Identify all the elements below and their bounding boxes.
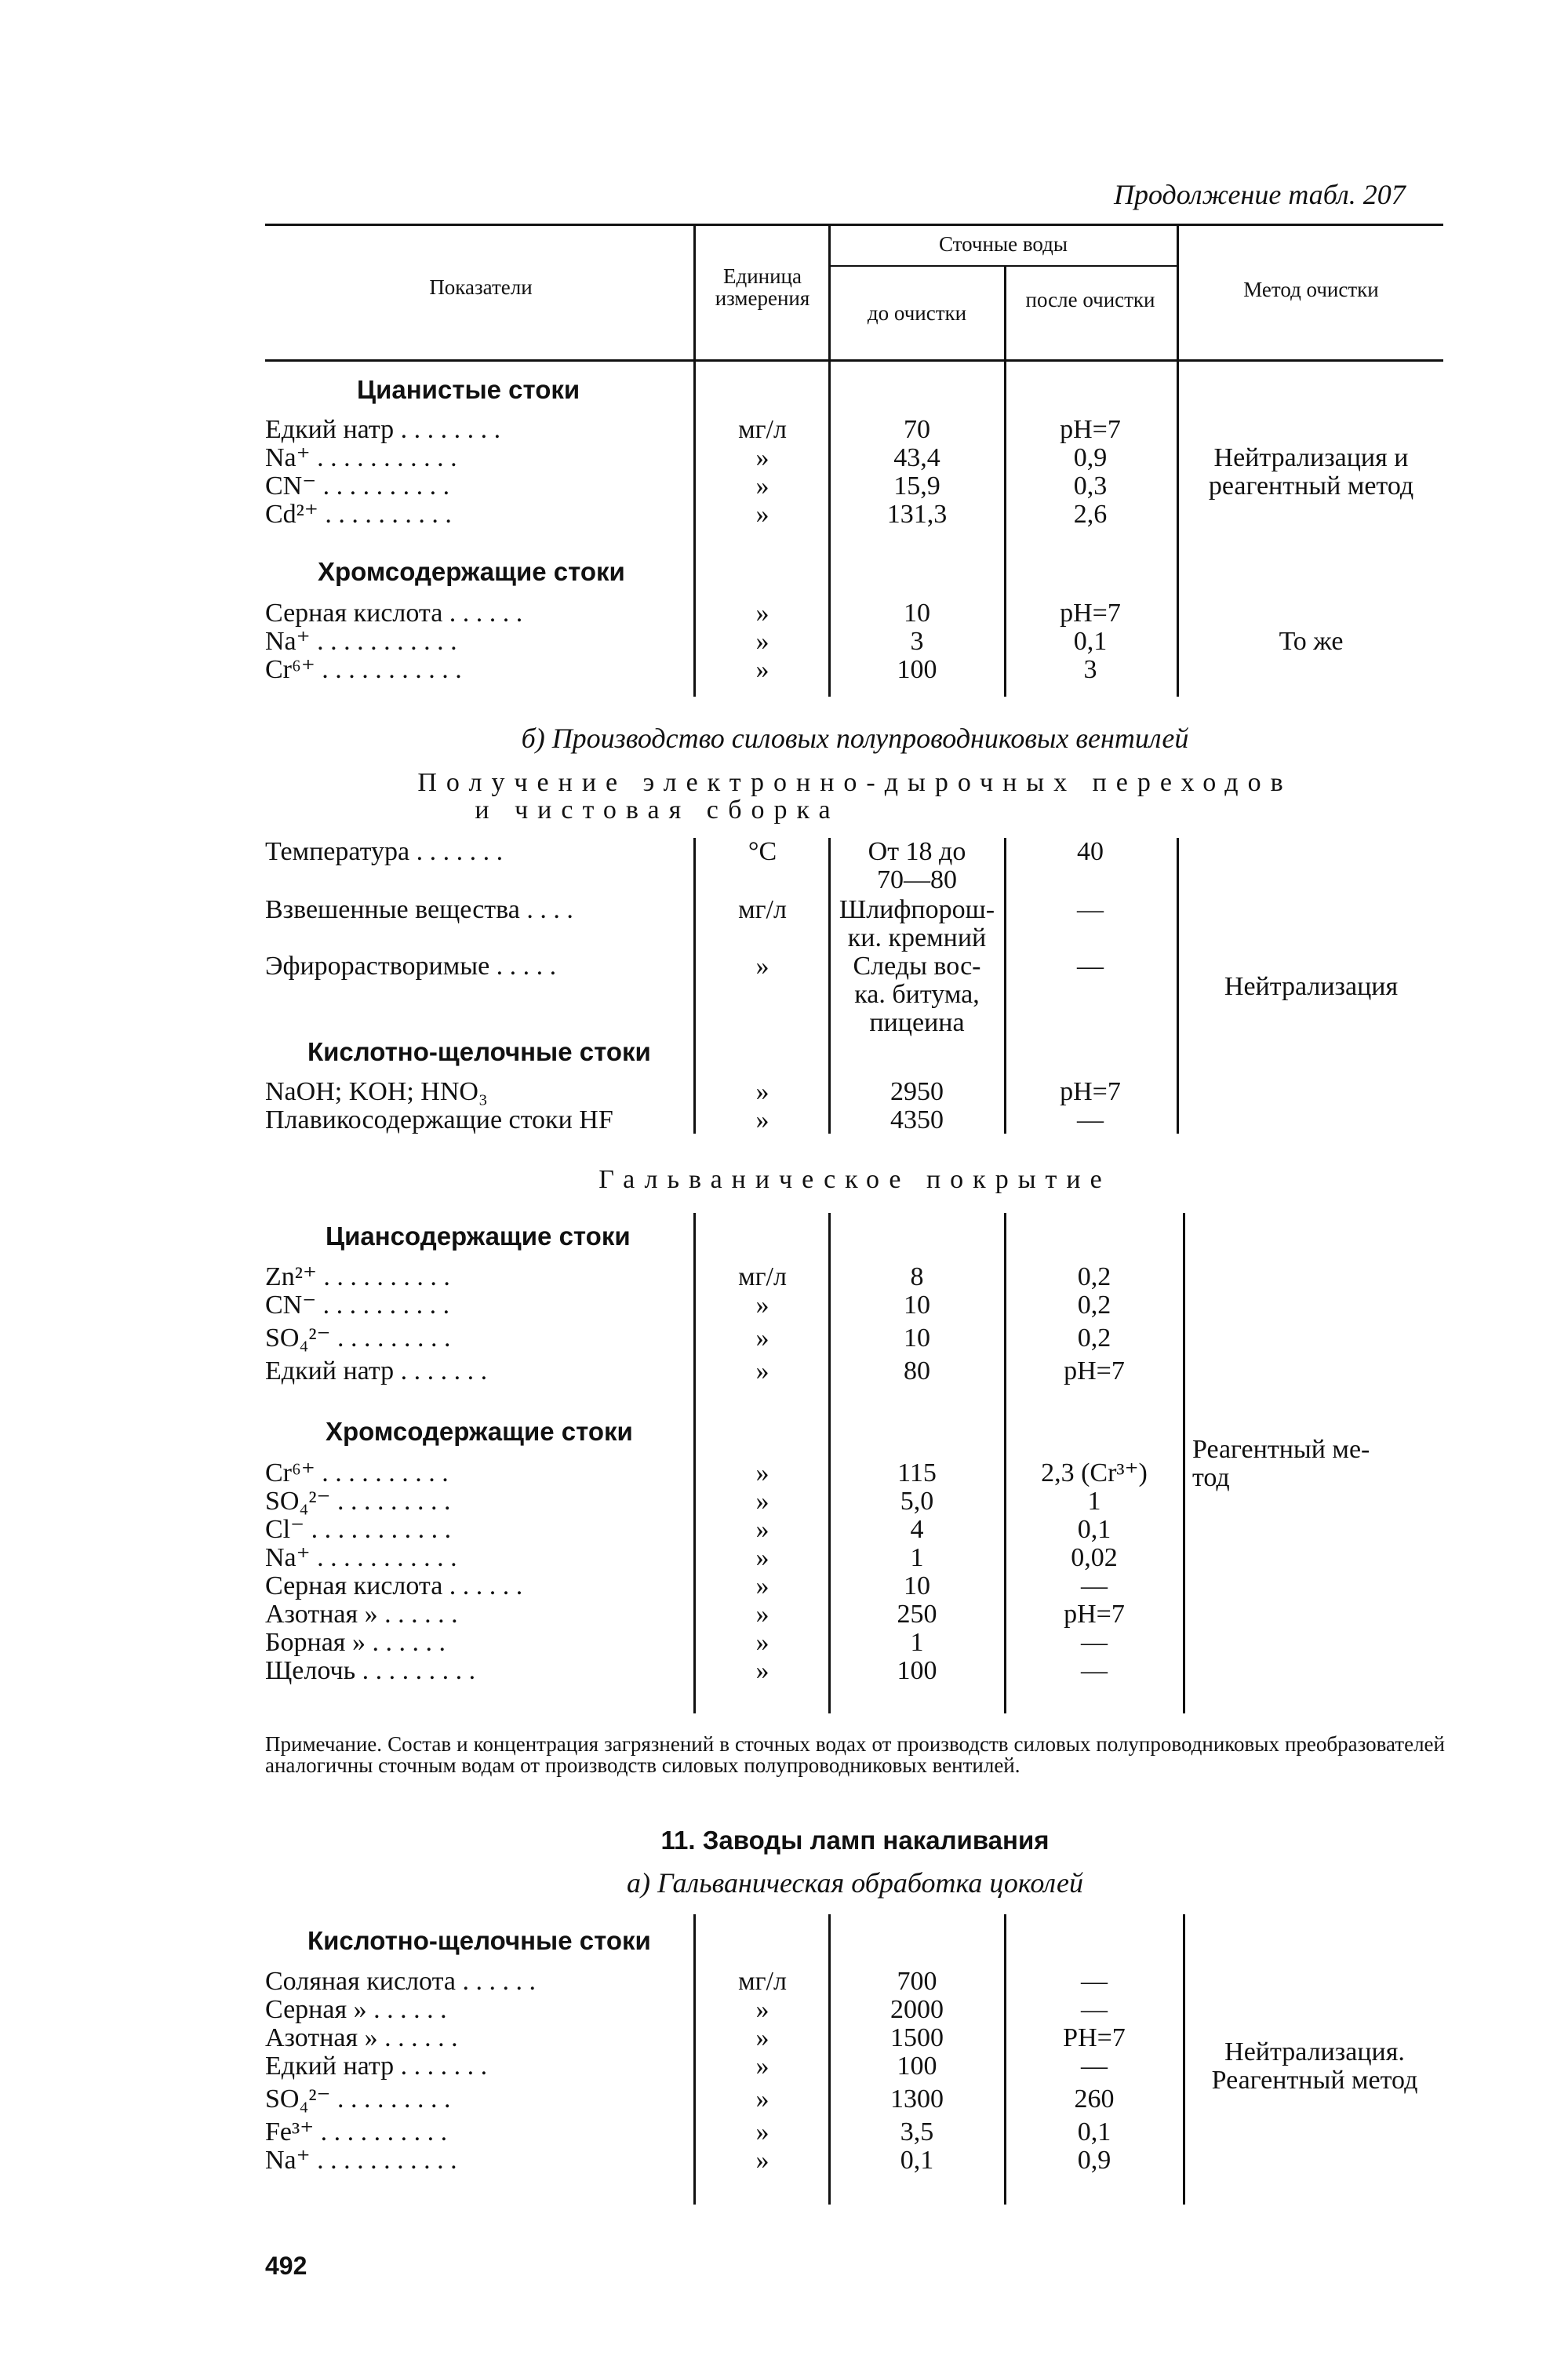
- before-cell: 115: [897, 1458, 937, 1487]
- section-title-acid-alkali: Кислотно-щелочные стоки: [307, 1037, 651, 1066]
- table-top-rule: [265, 224, 1443, 226]
- col-header-indicators: Показатели: [429, 275, 533, 299]
- after-cell: 0,2: [1077, 1324, 1111, 1353]
- table-row-label: CN⁻ . . . . . . . . . .: [265, 1291, 450, 1320]
- unit-cell: »: [755, 2023, 769, 2052]
- after-cell: 0,1: [1073, 627, 1108, 656]
- after-cell: 0,2: [1077, 1262, 1111, 1291]
- subheading-transitions: Получение электронно-дырочных переходов: [417, 768, 1293, 797]
- unit-cell: »: [755, 1105, 769, 1134]
- sec3-units: [695, 1078, 830, 1134]
- after-cell: 0,1: [1077, 2117, 1111, 2146]
- before-cell: 10: [904, 1324, 930, 1353]
- before-cell: 2000: [890, 1995, 944, 2024]
- after-cell: —: [1081, 1967, 1108, 1996]
- before-cell: 0,1: [900, 2146, 934, 2175]
- col-header-method: Метод очистки: [1243, 278, 1379, 301]
- after-cell: —: [1081, 2052, 1108, 2081]
- sec2-method: То же: [1279, 627, 1344, 656]
- table-row-label: Na⁺ . . . . . . . . . . .: [265, 2146, 457, 2175]
- unit-cell: мг/л: [738, 1967, 787, 1996]
- table-row-label: CN⁻ . . . . . . . . . .: [265, 472, 450, 501]
- after-cell: 0,9: [1077, 2146, 1111, 2175]
- unit-cell: »: [755, 599, 769, 628]
- sec4-before: [830, 1263, 1004, 1385]
- table-header-rule: [265, 359, 1443, 362]
- before-cell: 4350: [890, 1105, 944, 1134]
- table-row-label: Соляная кислота . . . . . .: [265, 1967, 536, 1996]
- sec2-before: [830, 599, 1004, 684]
- after-cell: 2,6: [1073, 500, 1108, 529]
- table-row-label: Борная » . . . . . .: [265, 1628, 446, 1657]
- after-cell: —: [1081, 1628, 1108, 1657]
- unit-cell: »: [755, 443, 769, 472]
- table-row-label: Серная » . . . . . .: [265, 1995, 447, 2024]
- sec4-after: [1006, 1263, 1182, 1385]
- sec1-after: [1006, 416, 1174, 529]
- unit-cell: »: [755, 2085, 769, 2114]
- before-cell: ка. битума,: [854, 980, 980, 1009]
- before-cell: Шлифпорош-: [839, 895, 995, 924]
- col-header-after: после очистки: [1025, 288, 1155, 311]
- after-cell: PH=7: [1063, 2023, 1126, 2052]
- table-row-label: Cd²⁺ . . . . . . . . . .: [265, 500, 452, 529]
- table-row-label: Едкий натр . . . . . . .: [265, 1356, 488, 1385]
- before-cell: 131,3: [886, 500, 948, 529]
- after-cell: 1: [1087, 1487, 1101, 1516]
- after-cell: pH=7: [1064, 1356, 1125, 1385]
- before-cell: 1: [910, 1628, 924, 1657]
- sec3-after: [1006, 1078, 1174, 1134]
- method-cell: Нейтрализация.: [1224, 2037, 1405, 2066]
- unit-cell: »: [755, 2052, 769, 2081]
- method-cell: Нейтрализация и: [1213, 443, 1409, 472]
- temp-before: [830, 838, 1004, 894]
- unit-cell: »: [755, 1291, 769, 1320]
- unit-cell: »: [755, 1077, 769, 1106]
- unit-cell: мг/л: [738, 415, 787, 444]
- before-cell: 100: [897, 2052, 937, 2081]
- table-row-label: SO₄²⁻ . . . . . . . . .: [265, 1324, 451, 1353]
- section-title-cyanide-containing: Циансодержащие стоки: [326, 1222, 631, 1251]
- after-cell: 40: [1077, 837, 1104, 866]
- after-cell: —: [1077, 1105, 1104, 1134]
- sec2-names: [265, 599, 522, 684]
- method-cell: тод: [1192, 1463, 1230, 1492]
- section-title-cyanide: Цианистые стоки: [357, 375, 580, 404]
- before-cell: 1: [910, 1543, 924, 1572]
- before-cell: 10: [904, 1291, 930, 1320]
- sec6-names: [265, 1968, 536, 2175]
- sec3-names: [265, 1078, 613, 1134]
- after-cell: pH=7: [1060, 1077, 1121, 1106]
- sec2-after: [1006, 599, 1174, 684]
- sec5-units: [695, 1459, 830, 1685]
- before-cell: 10: [904, 599, 930, 628]
- before-cell: 2950: [890, 1077, 944, 1106]
- after-cell: pH=7: [1060, 599, 1121, 628]
- after-cell: 0,3: [1073, 472, 1108, 501]
- after-cell: pH=7: [1060, 415, 1121, 444]
- unit-cell: »: [755, 1656, 769, 1685]
- table-row-label: Na⁺ . . . . . . . . . . .: [265, 1543, 457, 1572]
- table-row-label: Щелочь . . . . . . . . .: [265, 1656, 476, 1685]
- after-cell: —: [1077, 895, 1104, 924]
- table-row-label: Cr⁶⁺ . . . . . . . . . .: [265, 1458, 449, 1487]
- subtitle-b: б) Производство силовых полупроводниковых вентилей: [521, 723, 1189, 754]
- after-cell: 2,3 (Cr³⁺): [1041, 1458, 1148, 1487]
- before-cell: 3: [910, 627, 924, 656]
- after-cell: 0,1: [1077, 1515, 1111, 1544]
- sec3-before: [830, 1078, 1004, 1134]
- subheading-galvanic: Гальваническое покрытие: [598, 1165, 1111, 1194]
- before-cell: 5,0: [900, 1487, 934, 1516]
- section-title-chrome-containing: Хромсодержащие стоки: [326, 1417, 633, 1446]
- sec6-after: [1006, 1968, 1182, 2175]
- before-cell: 70: [904, 415, 930, 444]
- col-header-unit: Единица измерения: [715, 264, 810, 310]
- sec5-before: [830, 1459, 1004, 1685]
- table-row-label: NaOH; KOH; HNO₃: [265, 1077, 488, 1106]
- section-title-acid-alkali-2: Кислотно-щелочные стоки: [307, 1926, 651, 1955]
- row-suspended: Взвешенные вещества . . . .: [265, 895, 573, 924]
- before-cell: 3,5: [900, 2117, 934, 2146]
- sec6-units: [695, 1968, 830, 2175]
- table-row-label: SO₄²⁻ . . . . . . . . .: [265, 2085, 451, 2114]
- susp-before: [830, 896, 1004, 952]
- before-cell: 10: [904, 1571, 930, 1600]
- unit-cell: »: [755, 1628, 769, 1657]
- col-header-before: до очистки: [867, 301, 967, 325]
- unit-cell: »: [755, 1356, 769, 1385]
- before-cell: 15,9: [893, 472, 940, 501]
- unit-cell: »: [755, 1487, 769, 1516]
- row-temperature: Температура . . . . . . .: [265, 837, 504, 866]
- sec1-units: [695, 416, 830, 529]
- sec4-names: [265, 1263, 487, 1385]
- table-row-label: Cl⁻ . . . . . . . . . . .: [265, 1515, 452, 1544]
- unit-cell: »: [755, 2146, 769, 2175]
- before-cell: Следы вос-: [853, 952, 981, 981]
- after-cell: pH=7: [1064, 1600, 1125, 1629]
- method-cell: Реагентный ме-: [1192, 1435, 1370, 1464]
- before-cell: 1500: [890, 2023, 944, 2052]
- col-header-wastewater: Сточные воды: [939, 232, 1068, 256]
- table-row-label: Плавикосодержащие стоки HF: [265, 1105, 613, 1134]
- before-cell: 250: [897, 1600, 937, 1629]
- method-cell: Реагентный метод: [1211, 2066, 1418, 2095]
- sec5-names: [265, 1459, 522, 1685]
- before-cell: 100: [897, 1656, 937, 1685]
- unit-cell: »: [755, 1458, 769, 1487]
- method-cell: реагентный метод: [1208, 472, 1414, 501]
- after-cell: 260: [1074, 2085, 1115, 2114]
- col-divider: [1183, 1213, 1185, 1713]
- continuation-label: Продолжение табл. 207: [1114, 179, 1406, 210]
- unit-cell: °С: [748, 837, 777, 866]
- sec6-before: [830, 1968, 1004, 2175]
- ether-before: [830, 952, 1004, 1037]
- after-cell: 0,2: [1077, 1291, 1111, 1320]
- unit-cell: »: [755, 2117, 769, 2146]
- table-row-label: Азотная » . . . . . .: [265, 2023, 458, 2052]
- unit-cell: »: [755, 1995, 769, 2024]
- col-divider: [1183, 1914, 1185, 2205]
- sec1-method: [1179, 444, 1443, 501]
- before-cell: ки. кремний: [847, 923, 987, 952]
- table-row-label: Едкий натр . . . . . . .: [265, 2052, 488, 2081]
- unit-cell: »: [755, 1600, 769, 1629]
- unit-cell: »: [755, 472, 769, 501]
- after-cell: —: [1081, 1656, 1108, 1685]
- before-cell: пицеина: [869, 1008, 965, 1037]
- unit-cell: »: [755, 1324, 769, 1353]
- before-cell: 43,4: [893, 443, 940, 472]
- unit-cell: »: [755, 655, 769, 684]
- sec2-units: [695, 599, 830, 684]
- before-cell: 1300: [890, 2085, 944, 2114]
- row-ether: Эфирорастворимые . . . . .: [265, 952, 557, 981]
- sec6-method: [1186, 2038, 1443, 2095]
- unit-cell: мг/л: [738, 895, 787, 924]
- table-row-label: Fe³⁺ . . . . . . . . . .: [265, 2117, 448, 2146]
- after-cell: 0,9: [1073, 443, 1108, 472]
- before-cell: 8: [910, 1262, 924, 1291]
- sec5-method: [1192, 1436, 1443, 1492]
- after-cell: 0,02: [1071, 1543, 1118, 1572]
- table-note: Примечание. Состав и концентрация загрязнений в сточных водах от производств силовых полупроводниковых преобразователей аналогичны сточным водам от производств силовых полупроводниковых вентилей.: [265, 1732, 1445, 1777]
- before-cell: 4: [910, 1515, 924, 1544]
- before-cell: От 18 до: [868, 837, 966, 866]
- sec1-names: [265, 416, 500, 529]
- before-cell: 80: [904, 1356, 930, 1385]
- subheading-assembly: и чистовая сборка: [475, 796, 840, 825]
- unit-cell: »: [755, 952, 769, 981]
- table-row-label: Серная кислота . . . . . .: [265, 1571, 523, 1600]
- table-row-label: Na⁺ . . . . . . . . . . .: [265, 627, 457, 656]
- table-row-label: Азотная » . . . . . .: [265, 1600, 458, 1629]
- table-row-label: SO₄²⁻ . . . . . . . . .: [265, 1487, 451, 1516]
- after-cell: —: [1077, 952, 1104, 981]
- table-row-label: Едкий натр . . . . . . . .: [265, 415, 501, 444]
- unit-cell: »: [755, 1571, 769, 1600]
- after-cell: —: [1081, 1571, 1108, 1600]
- section-title-chrome: Хромсодержащие стоки: [318, 557, 625, 586]
- table-row-label: Zn²⁺ . . . . . . . . . .: [265, 1262, 450, 1291]
- page-number: 492: [265, 2252, 307, 2280]
- sec4-units: [695, 1263, 830, 1385]
- table-row-label: Na⁺ . . . . . . . . . . .: [265, 443, 457, 472]
- unit-cell: »: [755, 500, 769, 529]
- before-cell: 700: [897, 1967, 937, 1996]
- sec5-after: [1006, 1459, 1182, 1685]
- wastewater-rule: [830, 265, 1177, 267]
- table-row-label: Cr⁶⁺ . . . . . . . . . . .: [265, 655, 462, 684]
- table-row-label: Серная кислота . . . . . .: [265, 599, 523, 628]
- after-cell: 3: [1083, 655, 1097, 684]
- section-heading-11: 11. Заводы ламп накаливания: [660, 1826, 1050, 1855]
- sec3-method: Нейтрализация: [1224, 972, 1399, 1001]
- subtitle-a: а) Гальваническая обработка цоколей: [626, 1867, 1083, 1899]
- before-cell: 70—80: [877, 865, 957, 894]
- unit-cell: »: [755, 627, 769, 656]
- unit-cell: »: [755, 1515, 769, 1544]
- sec1-before: [830, 416, 1004, 529]
- before-cell: 100: [897, 655, 937, 684]
- unit-cell: »: [755, 1543, 769, 1572]
- after-cell: —: [1081, 1995, 1108, 2024]
- unit-cell: мг/л: [738, 1262, 787, 1291]
